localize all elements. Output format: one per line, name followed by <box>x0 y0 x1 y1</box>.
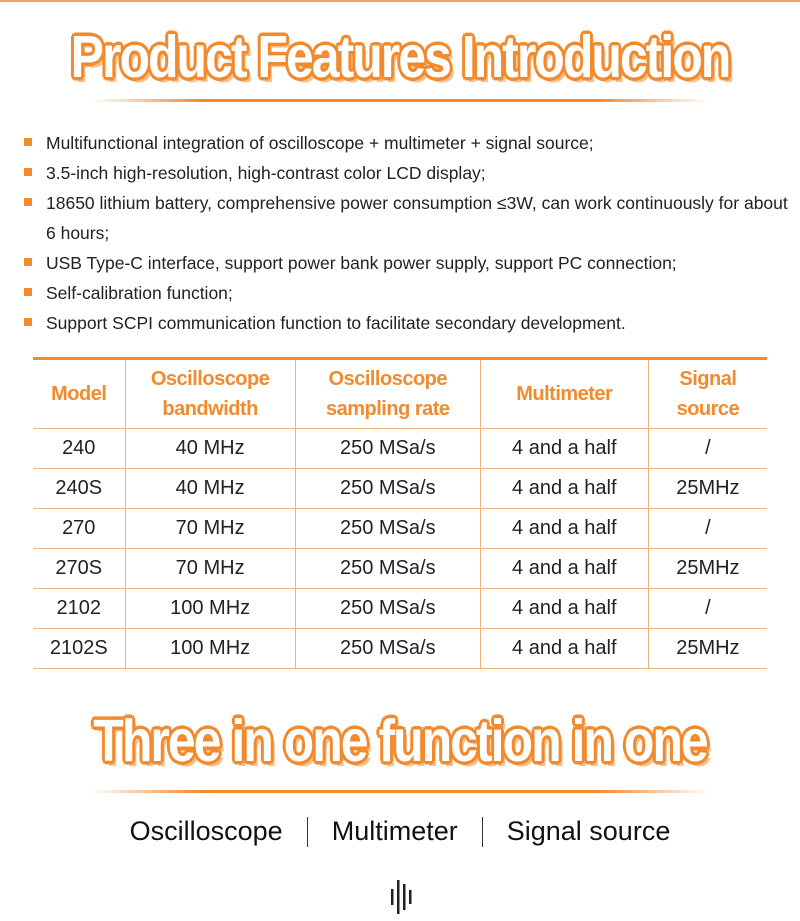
cell-model: 2102 <box>33 589 125 629</box>
cell-model: 2102S <box>33 629 125 669</box>
vertical-bars-icon <box>389 878 415 916</box>
cell-signal-source: / <box>648 509 767 549</box>
function-oscilloscope: Oscilloscope <box>129 816 283 846</box>
cell-multimeter: 4 and a half <box>480 629 648 669</box>
cell-sampling-rate: 250 MSa/s <box>295 469 480 509</box>
bullet-square-icon <box>24 198 32 206</box>
header-signal-source: Signal source <box>648 359 767 429</box>
feature-item: USB Type-C interface, support power bank power supply, support PC connection; <box>20 248 790 278</box>
cell-model: 240 <box>33 429 125 469</box>
cell-bandwidth: 100 MHz <box>125 629 295 669</box>
feature-item: 3.5-inch high-resolution, high-contrast color LCD display; <box>20 158 790 188</box>
header-sampling-rate: Oscilloscope sampling rate <box>295 359 480 429</box>
spec-table <box>33 357 767 669</box>
cell-multimeter: 4 and a half <box>480 589 648 629</box>
function-separator <box>307 817 308 847</box>
function-signal-source: Signal source <box>506 816 671 846</box>
cell-bandwidth: 70 MHz <box>125 549 295 589</box>
bullet-square-icon <box>24 258 32 266</box>
table-row <box>33 469 767 509</box>
bullet-square-icon <box>24 168 32 176</box>
function-list <box>0 816 800 847</box>
top-divider-line <box>0 0 800 2</box>
bullet-square-icon <box>24 288 32 296</box>
header-multimeter: Multimeter <box>480 359 648 429</box>
cell-bandwidth: 70 MHz <box>125 509 295 549</box>
title-underline <box>90 99 710 102</box>
cell-multimeter: 4 and a half <box>480 549 648 589</box>
function-separator <box>482 817 483 847</box>
feature-item: Support SCPI communication function to facilitate secondary development. <box>20 308 790 338</box>
feature-item: Multifunctional integration of oscilloscope + multimeter + signal source; <box>20 128 790 158</box>
cell-signal-source: / <box>648 589 767 629</box>
feature-item: 18650 lithium battery, comprehensive power consumption ≤3W, can work continuously for about 6 hours; <box>20 188 790 248</box>
table-row <box>33 509 767 549</box>
cell-model: 270S <box>33 549 125 589</box>
page-title: Product Features Introduction <box>70 23 730 91</box>
cell-sampling-rate: 250 MSa/s <box>295 629 480 669</box>
cell-sampling-rate: 250 MSa/s <box>295 509 480 549</box>
cell-sampling-rate: 250 MSa/s <box>295 549 480 589</box>
cell-bandwidth: 40 MHz <box>125 469 295 509</box>
cell-multimeter: 4 and a half <box>480 469 648 509</box>
feature-item: Self-calibration function; <box>20 278 790 308</box>
section-title: Three in one function in one <box>93 707 707 775</box>
table-row <box>33 549 767 589</box>
table-row <box>33 429 767 469</box>
cell-sampling-rate: 250 MSa/s <box>295 589 480 629</box>
cell-bandwidth: 40 MHz <box>125 429 295 469</box>
section-title-underline <box>90 790 710 793</box>
cell-signal-source: / <box>648 429 767 469</box>
cell-signal-source: 25MHz <box>648 549 767 589</box>
feature-list <box>20 128 790 338</box>
function-multimeter: Multimeter <box>331 816 458 846</box>
cell-multimeter: 4 and a half <box>480 509 648 549</box>
cell-sampling-rate: 250 MSa/s <box>295 429 480 469</box>
table-row <box>33 629 767 669</box>
table-header-row <box>33 359 767 429</box>
cell-bandwidth: 100 MHz <box>125 589 295 629</box>
cell-signal-source: 25MHz <box>648 629 767 669</box>
cell-signal-source: 25MHz <box>648 469 767 509</box>
table-row <box>33 589 767 629</box>
cell-model: 240S <box>33 469 125 509</box>
cell-multimeter: 4 and a half <box>480 429 648 469</box>
cell-model: 270 <box>33 509 125 549</box>
bullet-square-icon <box>24 138 32 146</box>
bullet-square-icon <box>24 318 32 326</box>
header-model: Model <box>33 359 125 429</box>
header-bandwidth: Oscilloscope bandwidth <box>125 359 295 429</box>
